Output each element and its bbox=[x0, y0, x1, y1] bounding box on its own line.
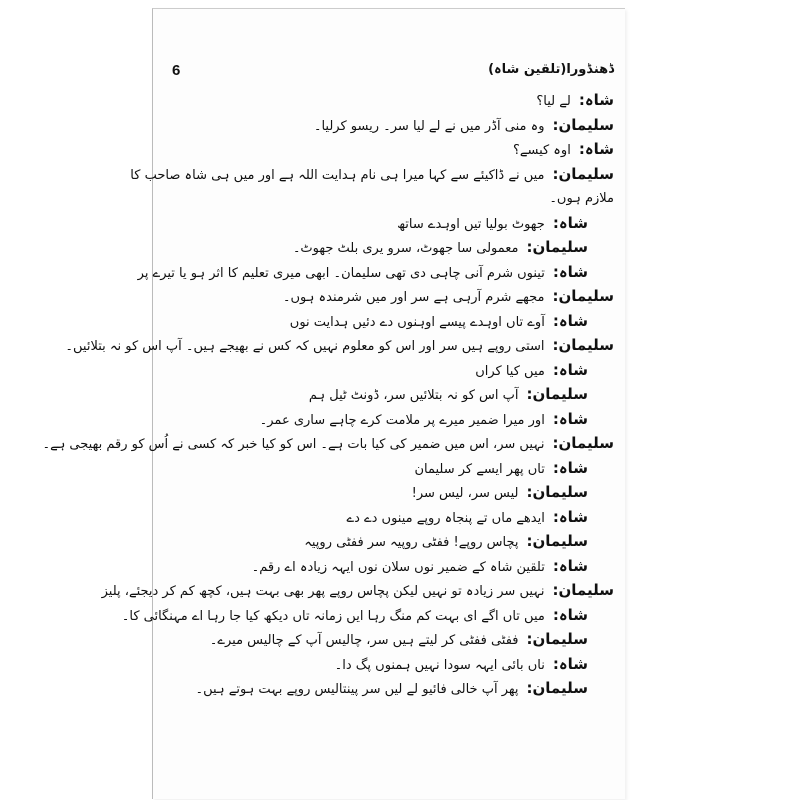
dialogue-line bbox=[130, 162, 614, 187]
dialogue-line bbox=[174, 529, 614, 554]
dialogue-line bbox=[65, 333, 614, 358]
speech-text: لے لیا؟ bbox=[536, 94, 571, 109]
dialogue-line bbox=[121, 603, 614, 628]
speech-text: پھر آپ خالی فائیو لے لیں سر پینتالیس روپے بہت ہوتے ہیں۔ bbox=[195, 682, 519, 697]
dialogue-line bbox=[174, 652, 614, 677]
speech-text: نہیں سر زیادہ تو نہیں لیکن پچاس روپے پھر بھی بہت ہیں، کچھ کم کر دیجئے، پلیز bbox=[101, 584, 545, 599]
speaker-name: سلیمان: bbox=[552, 115, 614, 134]
speaker-name: شاہ: bbox=[578, 140, 614, 158]
speech-text: ناں بائی ایہہ سودا نہیں ہمنوں پگ دا۔ bbox=[334, 657, 545, 673]
speaker-name: سلیمان: bbox=[552, 434, 614, 452]
speech-text: ففٹی ففٹی کر لیتے ہیں سر، چالیس آپ کے چالیس میرے۔ bbox=[209, 633, 519, 648]
dialogue-line bbox=[174, 88, 614, 113]
speaker-name: شاہ: bbox=[552, 360, 588, 379]
speech-text: میں کیا کراں bbox=[475, 363, 545, 379]
speaker-name: سلیمان: bbox=[552, 164, 614, 183]
dialogue-line bbox=[174, 284, 614, 309]
speech-text: لیس سر، لیس سر! bbox=[411, 486, 519, 501]
speech-text: استی روپے ہیں سر اور اس کو معلوم نہیں کہ کس نے بھیجے ہیں۔ آپ اس کو نہ بتلائیں۔ bbox=[65, 339, 545, 354]
speech-text: وہ منی آڈر میں نے لے لیا سر۔ ریسو کرلیا۔ bbox=[313, 118, 545, 134]
running-header: ڈھنڈورا(تلقین شاہ) bbox=[488, 62, 614, 77]
page-number: 6 bbox=[172, 62, 181, 79]
dialogue-line bbox=[174, 309, 614, 334]
speaker-name: سلیمان: bbox=[526, 385, 588, 403]
speaker-name: شاہ: bbox=[552, 605, 588, 624]
speech-text: تلقین شاہ کے ضمیر نوں سلان نوں ایہہ زیادہ اے رقم۔ bbox=[251, 559, 545, 575]
speech-text: اوہ کیسے؟ bbox=[512, 143, 571, 158]
speech-text: مجھے شرم آرہی ہے سر اور میں شرمندہ ہوں۔ bbox=[282, 290, 545, 305]
dialogue-line bbox=[174, 358, 614, 383]
dialogue-line bbox=[174, 480, 614, 505]
speech-text: پچاس روپے! ففٹی روپیہ سر ففٹی روپیہ bbox=[304, 535, 519, 550]
speech-text: آپ اس کو نہ بتلائیں سر، ڈونٹ ٹیل ہم bbox=[308, 388, 519, 403]
speech-text: میں تاں اگے ای بہت کم منگ رہا ایں زمانہ تاں دیکھ کیا جا رہا اے مہنگائی کا۔ bbox=[121, 608, 545, 624]
speaker-name: شاہ: bbox=[552, 654, 588, 673]
dialogue-line bbox=[137, 260, 614, 285]
speaker-name: سلیمان: bbox=[526, 532, 588, 550]
speaker-name: شاہ: bbox=[578, 91, 614, 109]
speaker-name: سلیمان: bbox=[526, 483, 588, 501]
dialogue-line bbox=[174, 382, 614, 407]
speech-text: اور میرا ضمیر میرے پر ملامت کرے چاہے ساری عمر۔ bbox=[259, 412, 545, 428]
dialogue-line bbox=[174, 211, 614, 236]
dialogue-line bbox=[174, 407, 614, 432]
speaker-name: شاہ: bbox=[552, 556, 588, 575]
dialogue-line bbox=[174, 676, 614, 701]
speaker-name: سلیمان: bbox=[552, 336, 614, 354]
speaker-name: سلیمان: bbox=[552, 287, 614, 305]
speaker-name: شاہ: bbox=[552, 213, 588, 232]
speaker-name: شاہ: bbox=[552, 458, 588, 477]
speaker-name: شاہ: bbox=[552, 311, 588, 330]
dialogue-line bbox=[174, 627, 614, 652]
speech-text: میں نے ڈاکیئے سے کہا میرا ہی نام ہدایت اللہ ہے اور میں ہی شاہ صاحب کا bbox=[130, 167, 545, 183]
speech-text: تینوں شرم آنی چاہی دی تھی سلیمان۔ ابھی میری تعلیم کا اثر ہو یا تیرے پر bbox=[137, 265, 545, 281]
speech-text: ایدھے ماں تے پنجاہ روپے مینوں دے دے bbox=[346, 510, 545, 526]
dialogue-list bbox=[42, 88, 614, 701]
dialogue-line bbox=[174, 137, 614, 162]
dialogue-line bbox=[174, 505, 614, 530]
dialogue-line bbox=[174, 456, 614, 481]
speaker-name: شاہ: bbox=[552, 409, 588, 428]
dialogue-line bbox=[101, 578, 614, 603]
speaker-name: سلیمان: bbox=[526, 630, 588, 648]
speech-text: تاں پھر ایسے کر سلیمان bbox=[414, 461, 545, 477]
speaker-name: شاہ: bbox=[552, 507, 588, 526]
dialogue-line bbox=[42, 431, 614, 456]
speech-text: نہیں سر، اس میں ضمیر کی کیا بات ہے۔ اس کو کیا خبر کہ کسی نے اُس کو رقم بھیجی ہے۔ bbox=[42, 437, 545, 452]
dialogue-line bbox=[174, 554, 614, 579]
speech-text: آوے تاں اوہدے پیسے اوہنوں دے دئیں ہدایت نوں bbox=[289, 314, 545, 330]
dialogue-line bbox=[174, 186, 614, 211]
speaker-name: سلیمان: bbox=[526, 238, 588, 256]
speech-text: جھوٹ بولیا تیں اوہدے ساتھ bbox=[397, 216, 545, 232]
speaker-name: شاہ: bbox=[552, 262, 588, 281]
dialogue-line bbox=[174, 113, 614, 138]
speaker-name: سلیمان: bbox=[552, 581, 614, 599]
speech-text: معمولی سا جھوٹ، سرو یری بلٹ جھوٹ۔ bbox=[292, 241, 519, 256]
speaker-name: سلیمان: bbox=[526, 679, 588, 697]
speech-text: ملازم ہوں۔ bbox=[549, 191, 614, 206]
dialogue-line bbox=[174, 235, 614, 260]
